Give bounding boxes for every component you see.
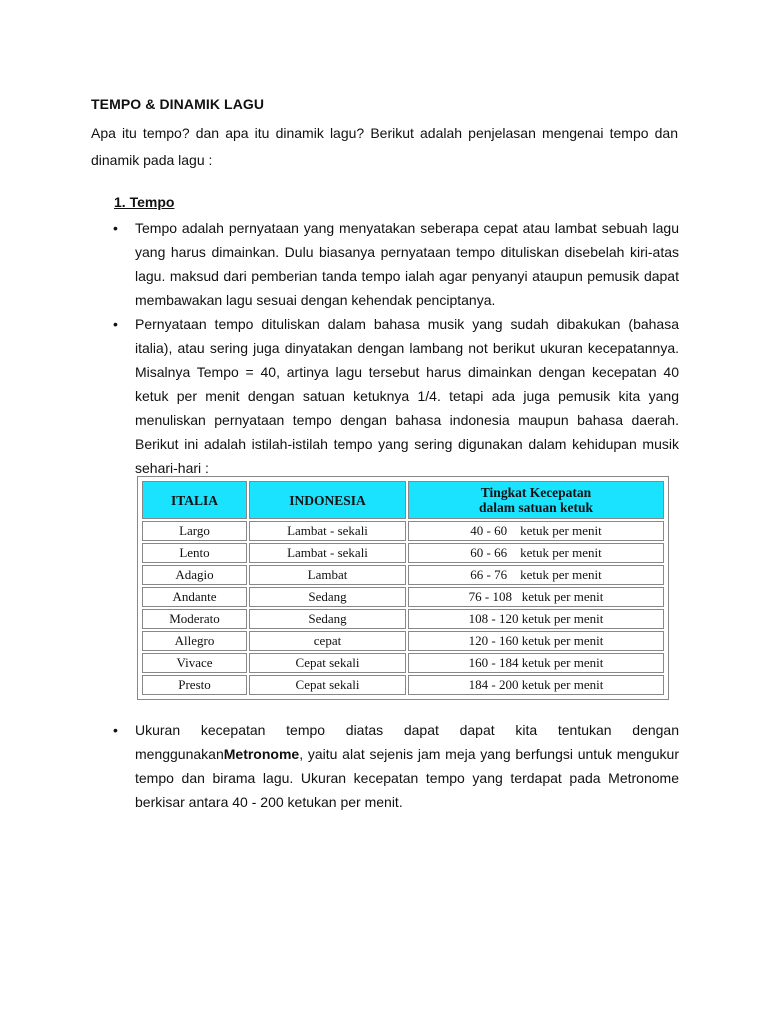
bullet-list-2 [113,718,679,814]
cell-speed: 40 - 60 ketuk per menit [408,521,664,541]
section-heading: 1. Tempo [114,194,175,210]
bullet-text: Tempo adalah pernyataan yang menyatakan seberapa cepat atau lambat sebuah lagu yang harus dimainkan. Dulu biasanya pernyataan tempo dituliskan disebelah kiri-atas lagu. maksud dari pemberian tanda tempo ialah agar penyanyi ataupun pemusik dapat membawakan lagu sesuai dengan kehendak penciptanya. [135,220,679,308]
bullet-text-after: , yaitu alat sejenis jam meja yang berfungsi untuk mengukur tempo dan birama lagu. Ukuran kecepatan tempo yang terdapat pada Metronome berkisar antara 40 - 200 ketukan per menit. [135,746,679,810]
bullet-icon: • [113,722,118,738]
cell-italia: Adagio [142,565,247,585]
list-item [113,312,679,480]
table-header-row [142,481,664,519]
cell-indonesia: Lambat - sekali [249,521,406,541]
metronome-term: Metronome [223,746,300,762]
cell-italia: Largo [142,521,247,541]
header-indonesia: INDONESIA [249,481,406,519]
cell-italia: Allegro [142,631,247,651]
cell-indonesia: cepat [249,631,406,651]
table-row [142,609,664,629]
table-row [142,587,664,607]
table-row [142,631,664,651]
cell-indonesia: Lambat - sekali [249,543,406,563]
cell-speed: 160 - 184 ketuk per menit [408,653,664,673]
cell-indonesia: Cepat sekali [249,653,406,673]
cell-speed: 184 - 200 ketuk per menit [408,675,664,695]
table-row [142,543,664,563]
bullet-icon: • [113,316,118,332]
header-speed-line1: Tingkat Kecepatan [480,485,592,500]
list-item [113,216,679,312]
cell-italia: Presto [142,675,247,695]
cell-italia: Vivace [142,653,247,673]
cell-speed: 60 - 66 ketuk per menit [408,543,664,563]
cell-italia: Lento [142,543,247,563]
header-speed [408,481,664,519]
intro-paragraph: Apa itu tempo? dan apa itu dinamik lagu? Berikut adalah penjelasan mengenai tempo dan dinamik pada lagu : [91,125,678,168]
bullet-list [113,216,679,480]
table-row [142,653,664,673]
cell-indonesia: Lambat [249,565,406,585]
header-italia: ITALIA [142,481,247,519]
list-item [113,718,679,814]
cell-italia: Moderato [142,609,247,629]
cell-italia: Andante [142,587,247,607]
cell-speed: 120 - 160 ketuk per menit [408,631,664,651]
header-speed-line2: dalam satuan ketuk [478,500,594,515]
document-title: TEMPO & DINAMIK LAGU [91,96,265,112]
bullet-text: Pernyataan tempo dituliskan dalam bahasa musik yang sudah dibakukan (bahasa italia), atau sering juga dinyatakan dengan lambang not berikut ukuran kecepatannya. Misalnya Tempo = 40, artinya lagu tersebut harus dimainkan dengan kecepatan 40 ketuk per menit dengan satuan ketuknya 1/4. tetapi ada juga pemusik kita yang menuliskan pernyataan tempo dengan bahasa indonesia maupun bahasa daerah. Berikut ini adalah istilah-istilah tempo yang sering digunakan dalam kehidupan musik sehari-hari : [135,316,679,476]
cell-indonesia: Sedang [249,587,406,607]
table-row [142,565,664,585]
table-row [142,675,664,695]
tempo-table [137,476,669,700]
cell-speed: 66 - 76 ketuk per menit [408,565,664,585]
table-row [142,521,664,541]
cell-speed: 108 - 120 ketuk per menit [408,609,664,629]
cell-speed: 76 - 108 ketuk per menit [408,587,664,607]
cell-indonesia: Cepat sekali [249,675,406,695]
cell-indonesia: Sedang [249,609,406,629]
bullet-icon: • [113,220,118,236]
bullet-text-before: Ukuran kecepatan tempo diatas dapat dapat kita tentukan dengan menggunakan [135,722,679,762]
